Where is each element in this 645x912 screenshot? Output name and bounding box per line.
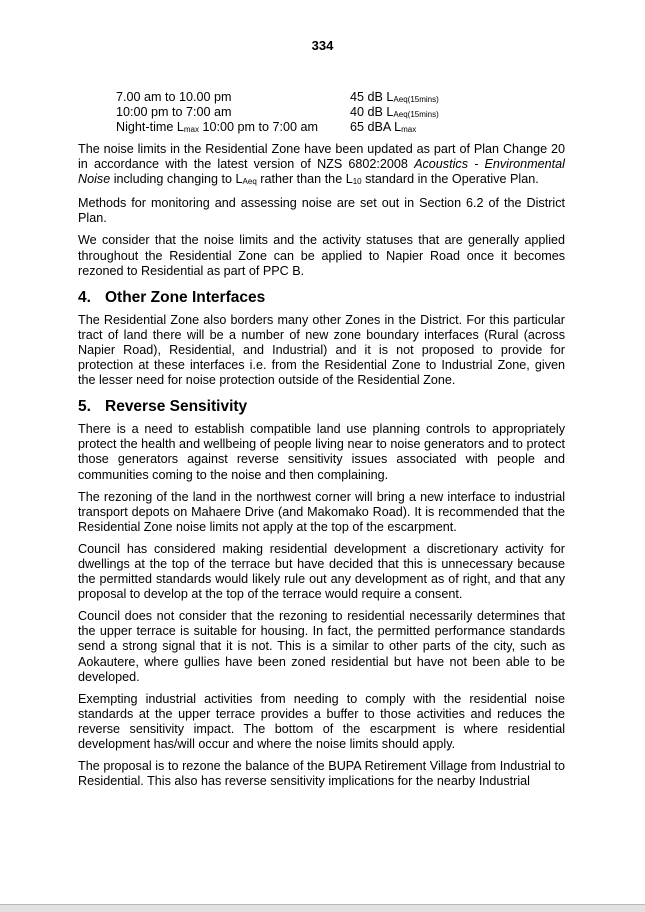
time-period-prefix: Night-time L (116, 120, 184, 134)
paragraph-section-5: There is a need to establish compatible land use planning controls to appropriately protect the health and wellbeing of people living near to noise generators and to protect those generators against reverse sensitivity issues associated with people and communities coming to the noise and then complaining. (78, 422, 565, 482)
standard-title: Acoustics - Environmental Noise (78, 157, 565, 187)
text-run: rather than the L (256, 172, 353, 187)
time-period (116, 120, 350, 135)
text-run: including changing to L (110, 172, 243, 187)
section-number: 5. (78, 398, 91, 416)
noise-level-value: 45 dB L (350, 90, 394, 104)
paragraph-consider: We consider that the noise limits and the activity statuses that are generally applied throughout the Residential Zone can be applied to Napier Road once it becomes rezoned to Residential as part of PPC B. (78, 233, 565, 278)
paragraph-noise-limits (78, 142, 565, 189)
noise-limits-table (116, 90, 565, 135)
noise-level-subscript: Aeq(15mins) (393, 110, 439, 119)
section-number: 4. (78, 288, 91, 306)
noise-level-subscript: Aeq(15mins) (393, 95, 439, 104)
section-heading-5 (78, 398, 565, 416)
time-period: 7.00 am to 10.00 pm (116, 90, 232, 104)
time-period-suffix: 10:00 pm to 7:00 am (199, 120, 319, 134)
paragraph-section-5: Council has considered making residential development a discretionary activity for dwellings at the top of the terrace but have decided that this is unnecessary because the permitted standards would likely rule out any development as of right, and that any proposal to develop at the top of the terrace would require a consent. (78, 541, 565, 602)
text-run: standard in the Operative Plan. (361, 172, 539, 187)
page-number: 334 (311, 38, 334, 53)
text-run: The noise limits in the Residential Zone have been updated as part of Plan Change 20 in accordance with the latest version of NZS 6802:2008 (78, 142, 565, 172)
paragraph-methods: Methods for monitoring and assessing noise are set out in Section 6.2 of the District Plan. (78, 196, 565, 226)
noise-limit-row (116, 90, 565, 105)
paragraph-section-5: Exempting industrial activities from needing to comply with the residential noise standards at the upper terrace provides a buffer to those activities and reduces the reverse sensitivity impact. The bottom of the escarpment is where residential development has/will occur and where the noise limits should apply. (78, 691, 565, 751)
section-title: Other Zone Interfaces (105, 288, 266, 306)
noise-level (350, 105, 439, 120)
time-period-subscript: max (183, 125, 200, 134)
paragraph-section-5: The rezoning of the land in the northwest corner will bring a new interface to industrial transport depots on Mahaere Drive (and Makomako Road). It is recommended that the Residential Zone noise limits not apply at the top of the escarpment. (78, 489, 565, 534)
noise-limit-row (116, 105, 565, 120)
section-title: Reverse Sensitivity (105, 398, 248, 416)
document-body (78, 90, 565, 796)
noise-level-value: 65 dBA L (350, 120, 402, 134)
noise-level-value: 40 dB L (350, 105, 394, 119)
section-heading-4 (78, 289, 565, 307)
subscript: Aeq (242, 177, 257, 187)
paragraph-section-5: The proposal is to rezone the balance of the BUPA Retirement Village from Industrial to Residential. This also has reverse sensitivity implications for the nearby Industrial (78, 759, 565, 789)
time-period: 10:00 pm to 7:00 am (116, 105, 232, 119)
noise-level (350, 120, 416, 135)
subscript: 10 (352, 177, 362, 187)
paragraph-section-5: Council does not consider that the rezoning to residential necessarily determines that the upper terrace is suitable for housing. In fact, the permitted performance standards send a strong signal that it is not. This is a similar to other parts of the city, such as Aokautere, where gullies have been zoned residential but have not been able to be developed. (78, 609, 565, 684)
noise-level (350, 90, 439, 105)
paragraph-section-4: The Residential Zone also borders many other Zones in the District. For this particular tract of land there will be a number of new zone boundary interfaces (Rural (across Napier Road), Residential, and Industrial) and it is not proposed to provide for protection at these interfaces i.e. from the Residential Zone to Industrial Zone, given the lesser need for noise protection outside of the Residential Zone. (78, 312, 565, 388)
noise-limit-row (116, 120, 565, 135)
noise-level-subscript: max (401, 125, 417, 134)
